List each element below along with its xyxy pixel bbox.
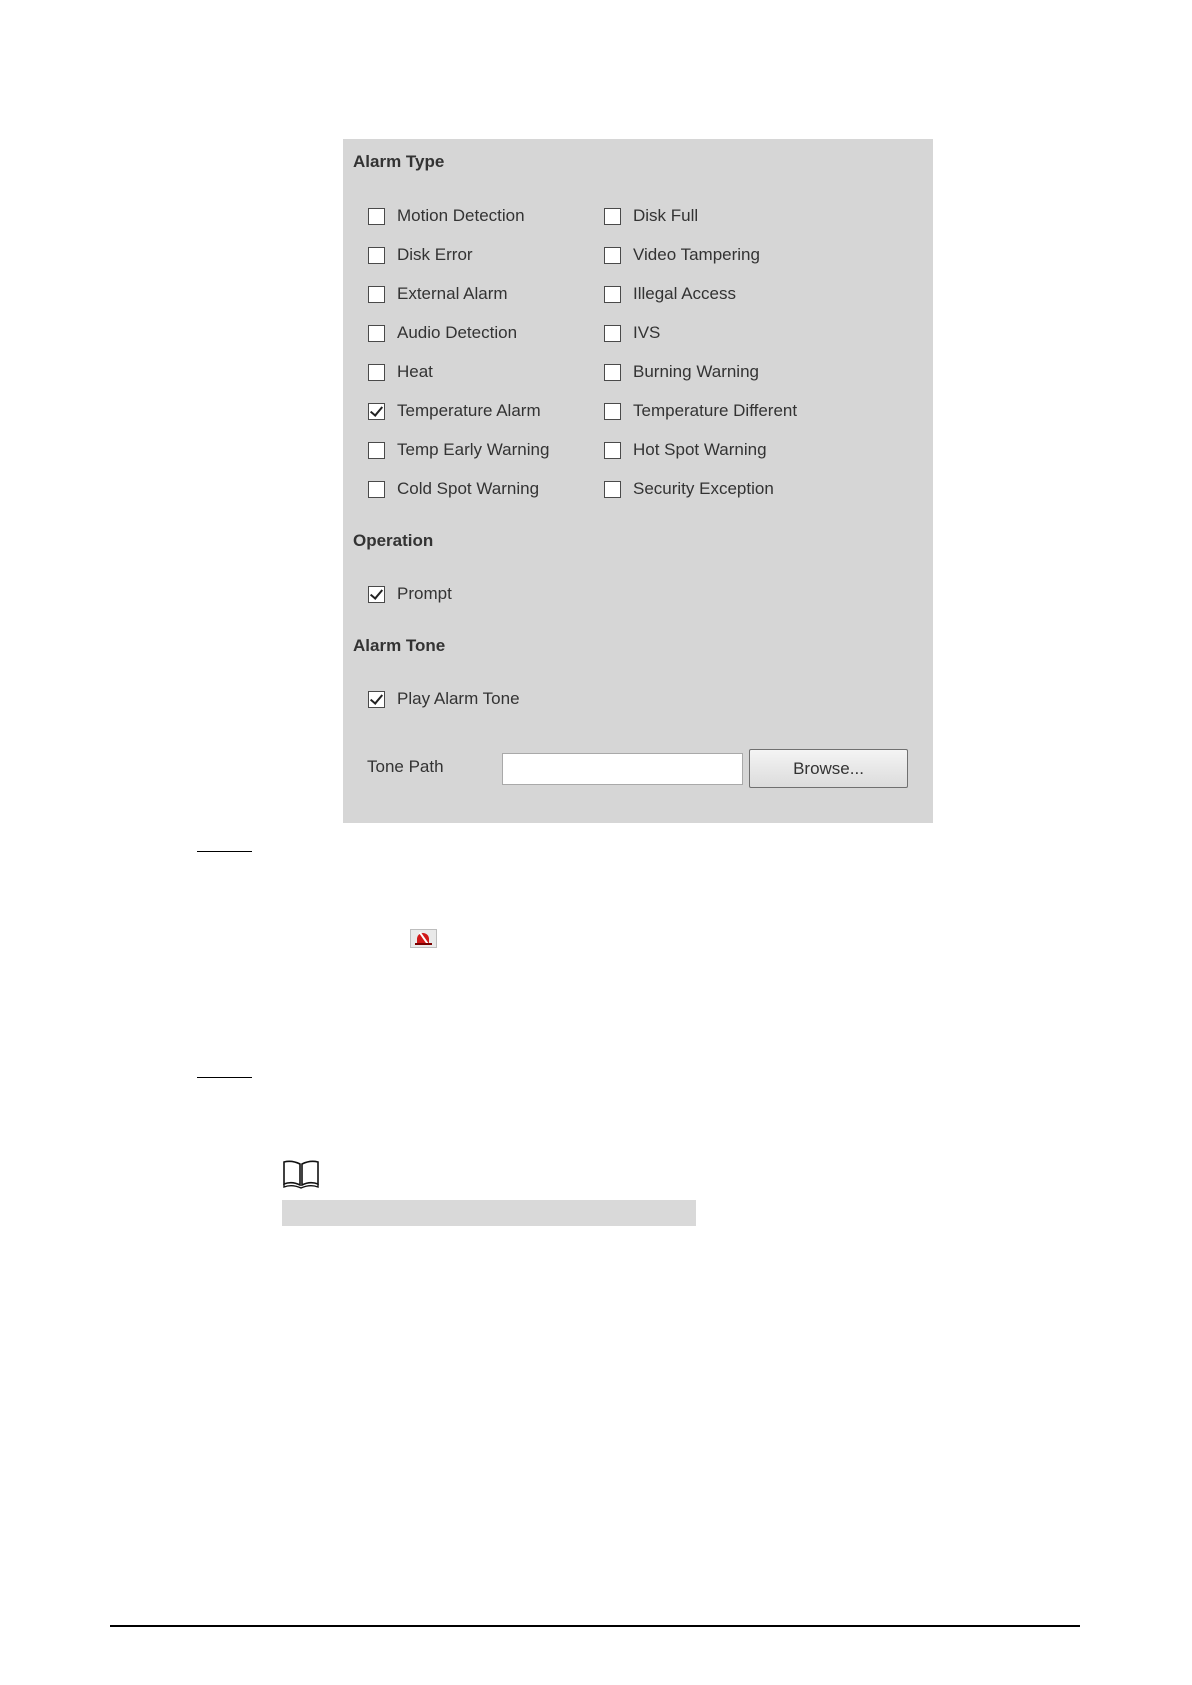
alarm-settings-panel: [343, 139, 933, 823]
alarm-type-heading: Alarm Type: [353, 152, 445, 171]
step-marker-rule: [197, 851, 252, 852]
checkbox-label: Hot Spot Warning: [633, 440, 767, 459]
checkbox-label: IVS: [633, 323, 661, 342]
checkbox-label: Illegal Access: [633, 284, 736, 303]
operation-heading: Operation: [353, 531, 434, 550]
checkbox-play-alarm-tone[interactable]: [368, 687, 520, 711]
checkbox-label: Play Alarm Tone: [397, 689, 520, 708]
checkbox-label: Audio Detection: [397, 323, 518, 342]
footer-rule: [110, 1625, 1080, 1627]
browse-button[interactable]: Browse...: [749, 749, 908, 788]
note-highlight-bar: [282, 1200, 696, 1226]
alarm-light-icon: [410, 929, 437, 948]
checkbox-label: Heat: [397, 362, 433, 381]
checkbox-external-alarm[interactable]: [368, 282, 508, 306]
checkbox-label: Motion Detection: [397, 206, 525, 225]
checkbox-cold-spot-warning[interactable]: [368, 477, 539, 501]
checkbox-label: Disk Error: [397, 245, 473, 264]
step-marker-rule: [197, 1077, 252, 1078]
checkbox-burning-warning[interactable]: [604, 360, 759, 384]
checkbox-label: Temperature Alarm: [397, 401, 541, 420]
checkbox-security-exception[interactable]: [604, 477, 774, 501]
checkbox-prompt[interactable]: [368, 582, 452, 606]
checkbox-motion-detection[interactable]: [368, 204, 525, 228]
checkbox-disk-error[interactable]: [368, 243, 473, 267]
checkbox-label: Security Exception: [633, 479, 774, 498]
checkbox-temperature-alarm[interactable]: [368, 399, 541, 423]
checkbox-video-tampering[interactable]: [604, 243, 760, 267]
checkbox-label: Temperature Different: [633, 401, 798, 420]
checkbox-heat[interactable]: [368, 360, 433, 384]
checkbox-label: Cold Spot Warning: [397, 479, 540, 498]
checkbox-ivs[interactable]: [604, 321, 660, 345]
open-book-icon: [282, 1159, 320, 1189]
checkbox-temperature-different[interactable]: [604, 399, 797, 423]
checkbox-label: Burning Warning: [633, 362, 759, 381]
tone-path-input[interactable]: [502, 753, 743, 785]
alarm-tone-heading: Alarm Tone: [353, 636, 446, 655]
checkbox-hot-spot-warning[interactable]: [604, 438, 767, 462]
checkbox-disk-full[interactable]: [604, 204, 698, 228]
checkbox-label: Video Tampering: [633, 245, 760, 264]
checkbox-label: Temp Early Warning: [397, 440, 550, 459]
checkbox-label: External Alarm: [397, 284, 508, 303]
checkbox-label: Disk Full: [633, 206, 699, 225]
checkbox-illegal-access[interactable]: [604, 282, 736, 306]
checkbox-temp-early-warning[interactable]: [368, 438, 549, 462]
checkbox-label: Prompt: [397, 584, 452, 603]
checkbox-audio-detection[interactable]: [368, 321, 517, 345]
tone-path-label: Tone Path: [367, 757, 444, 776]
